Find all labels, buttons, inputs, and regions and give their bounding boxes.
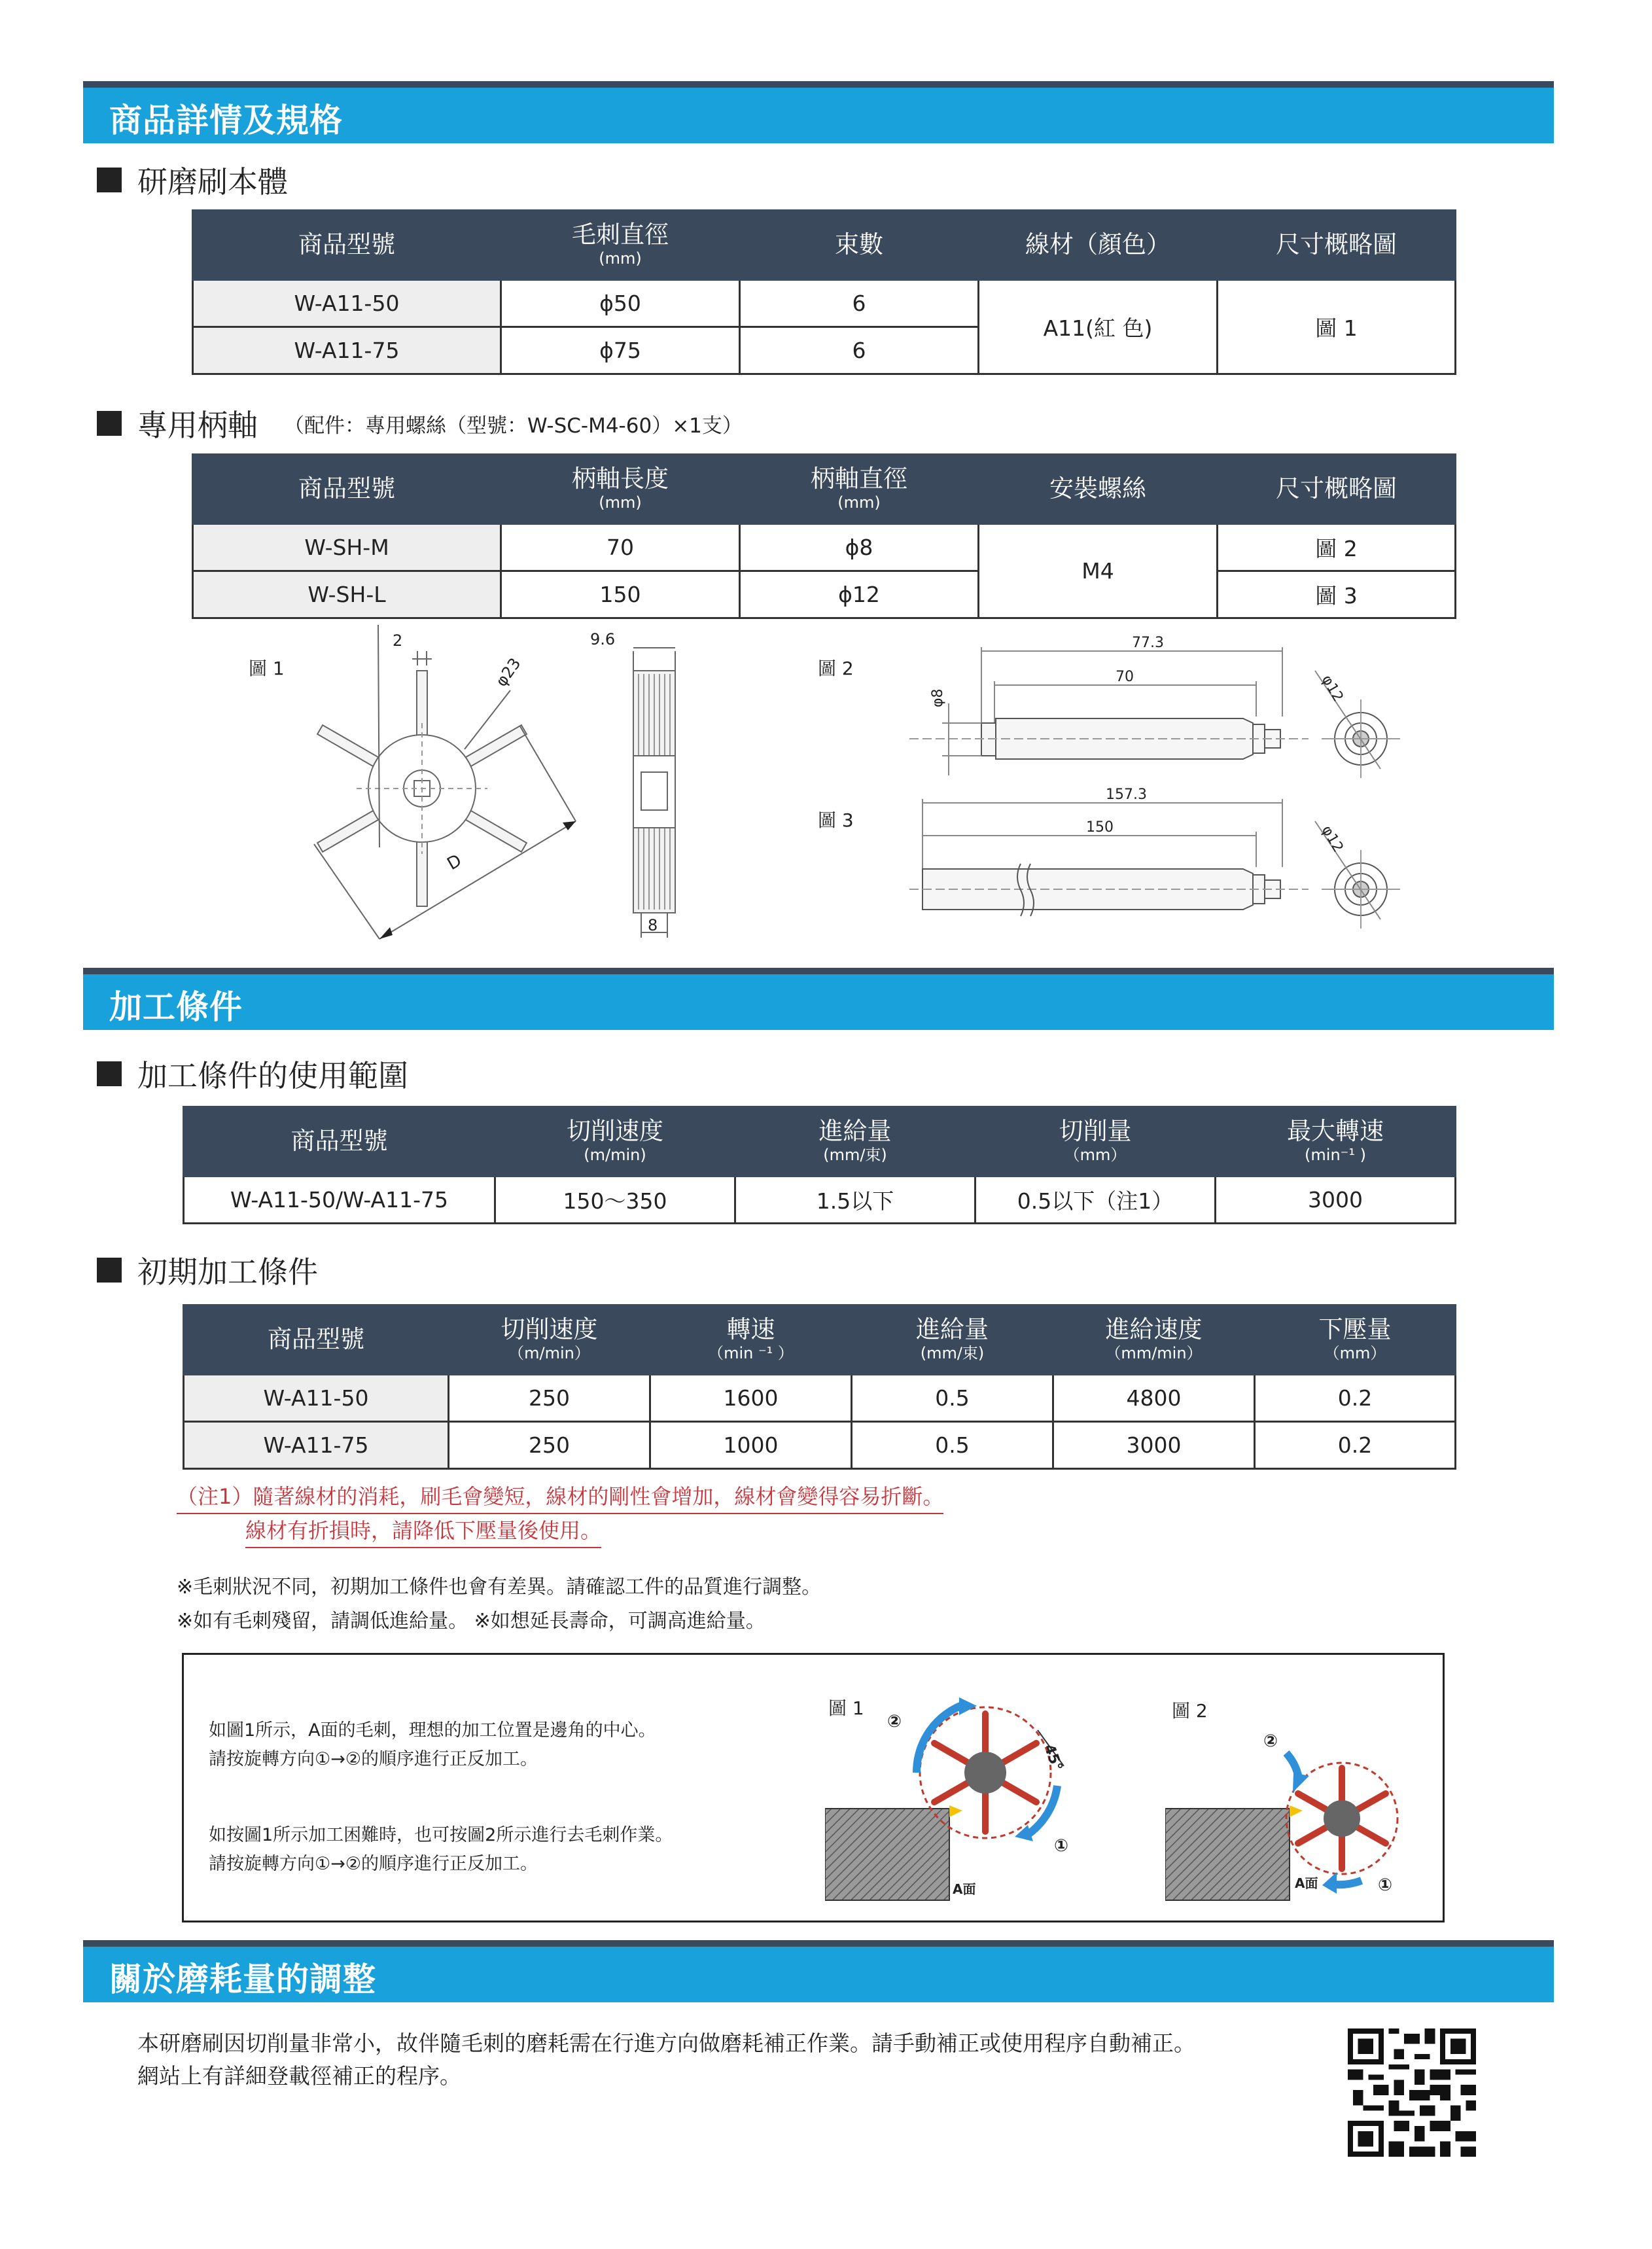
diameter-cell: ϕ75	[501, 327, 740, 374]
table-row	[184, 1422, 1456, 1469]
step-1-label: ①	[1378, 1875, 1393, 1895]
col-header: 下壓量 （mm）	[1255, 1305, 1456, 1375]
subheading-initial	[97, 1248, 318, 1292]
angle-label: 45°	[1040, 1742, 1066, 1774]
wear-line: 本研磨刷因切削量非常小，故伴隨毛刺的磨耗需在行進方向做磨耗補正作業。請手動補正或使用程序自動補正。	[137, 2030, 1195, 2056]
section-title: 加工條件	[109, 988, 243, 1026]
dim-label: 2	[393, 631, 403, 650]
shank-note: （配件：專用螺絲（型號：W-SC-M4-60）×1支）	[284, 414, 743, 438]
note-line: 線材有折損時，請降低下壓量後使用。	[245, 1514, 601, 1548]
col-header: 切削速度 （m/min）	[449, 1305, 650, 1375]
col-header: 柄軸直徑 (mm)	[740, 455, 979, 524]
col-header: 進給速度 （mm/min）	[1053, 1305, 1255, 1375]
figure-label: 圖 1	[249, 658, 285, 679]
col-header: 切削速度 (m/min)	[495, 1107, 735, 1177]
feed-cell: 0.5	[852, 1375, 1053, 1422]
model-cell: W-A11-50	[184, 1375, 449, 1422]
note-line: ※毛刺狀況不同，初期加工條件也會有差異。請確認工件的品質進行調整。	[177, 1576, 822, 1599]
feed-speed-cell: 4800	[1053, 1375, 1255, 1422]
col-header: 線材（顏色）	[979, 211, 1218, 280]
figure-cell: 圖 1	[1218, 280, 1456, 374]
dim-label: φ8	[930, 688, 946, 707]
dim-label: 157.3	[1106, 787, 1147, 803]
col-header: 柄軸長度 (mm)	[501, 455, 740, 524]
diameter-cell: ϕ50	[501, 280, 740, 327]
col-header: 進給量 (mm/束)	[735, 1107, 975, 1177]
material-cell: A11(紅 色)	[979, 280, 1218, 374]
process-box	[182, 1653, 1445, 1922]
section-title: 關於磨耗量的調整	[109, 1960, 376, 1998]
shank-table	[192, 453, 1456, 619]
subheading-brush-body	[97, 158, 288, 202]
speed-cell: 150～350	[495, 1177, 735, 1224]
rpm-cell: 1000	[650, 1422, 852, 1469]
note-line: （注1）隨著線材的消耗，刷毛會變短，線材的剛性會增加，線材會變得容易折斷。	[177, 1480, 943, 1514]
initial-conditions-table	[183, 1304, 1456, 1470]
table-row	[193, 280, 1456, 327]
shank-drawings	[890, 631, 1420, 939]
process-text-2: 如按圖1所示加工困難時，也可按圖2所示進行去毛刺作業。 請按旋轉方向①→②的順序進行正反加工。	[209, 1825, 673, 1874]
col-header: 商品型號	[193, 211, 501, 280]
dim-label: D	[444, 851, 465, 875]
figure-label: 圖 2	[818, 658, 854, 679]
speed-cell: 250	[449, 1422, 650, 1469]
model-cell: W-SH-M	[193, 524, 501, 571]
col-header: 商品型號	[193, 455, 501, 524]
model-cell: W-A11-75	[184, 1422, 449, 1469]
length-cell: 70	[501, 524, 740, 571]
col-header: 尺寸概略圖	[1218, 455, 1456, 524]
bundles-cell: 6	[740, 280, 979, 327]
table-row	[184, 1177, 1456, 1224]
note-line: ※如有毛刺殘留，請調低進給量。 ※如想延長壽命，可調高進給量。	[177, 1610, 765, 1633]
brush-drawing	[288, 625, 720, 952]
wear-paragraph	[137, 2027, 1195, 2093]
col-header: 商品型號	[184, 1305, 449, 1375]
square-bullet-icon	[97, 411, 122, 436]
model-cell: W-A11-75	[193, 327, 501, 374]
cut-cell: 0.5以下（注1）	[975, 1177, 1216, 1224]
col-header: 商品型號	[184, 1107, 495, 1177]
section-band-details	[83, 81, 1554, 143]
subheading-text: 研磨刷本體	[137, 164, 288, 200]
notes-general	[177, 1570, 821, 1638]
square-bullet-icon	[97, 1061, 122, 1086]
dim-label: φ23	[491, 654, 525, 690]
step-2-label: ②	[887, 1712, 902, 1731]
col-header: 切削量 （mm）	[975, 1107, 1216, 1177]
subheading-text: 專用柄軸	[137, 408, 258, 443]
feed-cell: 1.5以下	[735, 1177, 975, 1224]
step-2-label: ②	[1263, 1731, 1278, 1751]
press-cell: 0.2	[1255, 1375, 1456, 1422]
figure-label: 圖 2	[1172, 1700, 1208, 1722]
length-cell: 150	[501, 571, 740, 618]
subheading-text: 初期加工條件	[137, 1254, 318, 1290]
figure-label: 圖 1	[828, 1697, 864, 1719]
process-text-1: 如圖1所示，A面的毛刺，理想的加工位置是邊角的中心。 請按旋轉方向①→②的順序進行正反加工。	[209, 1720, 656, 1769]
subheading-usage-range	[97, 1052, 408, 1095]
wear-line: 網站上有詳細登載徑補正的程序。	[137, 2063, 461, 2089]
rpm-cell: 1600	[650, 1375, 852, 1422]
subheading-text: 加工條件的使用範圍	[137, 1058, 408, 1093]
dim-label: 70	[1116, 669, 1134, 685]
figure-cell: 圖 2	[1218, 524, 1456, 571]
dim-label: 150	[1086, 819, 1114, 836]
diameter-cell: ϕ12	[740, 571, 979, 618]
model-cell: W-A11-50	[193, 280, 501, 327]
square-bullet-icon	[97, 168, 122, 192]
section-title: 商品詳情及規格	[109, 101, 343, 139]
col-header: 毛刺直徑 (mm)	[501, 211, 740, 280]
col-header: 轉速 （min ⁻¹ ）	[650, 1305, 852, 1375]
bundles-cell: 6	[740, 327, 979, 374]
face-label: A面	[953, 1881, 976, 1897]
col-header: 束數	[740, 211, 979, 280]
brush-body-table	[192, 209, 1456, 375]
dim-label: φ12	[1318, 672, 1346, 705]
figure-label: 圖 3	[818, 809, 854, 831]
feed-speed-cell: 3000	[1053, 1422, 1255, 1469]
screw-cell: M4	[979, 524, 1218, 618]
dim-label: φ12	[1318, 823, 1346, 855]
section-band-conditions	[83, 968, 1554, 1030]
figure-cell: 圖 3	[1218, 571, 1456, 618]
section-band-wear	[83, 1940, 1554, 2002]
table-row	[193, 571, 1456, 618]
dim-label: 77.3	[1132, 635, 1164, 651]
rpm-cell: 3000	[1216, 1177, 1456, 1224]
qr-code-icon[interactable]	[1348, 2028, 1476, 2157]
face-label: A面	[1295, 1875, 1318, 1891]
process-figure-2	[1165, 1694, 1440, 1904]
square-bullet-icon	[97, 1258, 122, 1283]
step-1-label: ①	[1054, 1836, 1069, 1856]
dim-label: 9.6	[590, 630, 616, 648]
table-row	[193, 524, 1456, 571]
press-cell: 0.2	[1255, 1422, 1456, 1469]
diameter-cell: ϕ8	[740, 524, 979, 571]
model-cell: W-A11-50/W-A11-75	[184, 1177, 495, 1224]
usage-range-table	[183, 1106, 1456, 1224]
col-header: 安裝螺絲	[979, 455, 1218, 524]
feed-cell: 0.5	[852, 1422, 1053, 1469]
speed-cell: 250	[449, 1375, 650, 1422]
table-row	[184, 1375, 1456, 1422]
col-header: 最大轉速 (min⁻¹ )	[1216, 1107, 1456, 1177]
model-cell: W-SH-L	[193, 571, 501, 618]
col-header: 進給量 (mm/束)	[852, 1305, 1053, 1375]
col-header: 尺寸概略圖	[1218, 211, 1456, 280]
process-figure-1	[825, 1694, 1100, 1904]
subheading-shank	[97, 402, 743, 445]
note-red	[177, 1480, 943, 1548]
dim-label: 8	[648, 916, 658, 934]
